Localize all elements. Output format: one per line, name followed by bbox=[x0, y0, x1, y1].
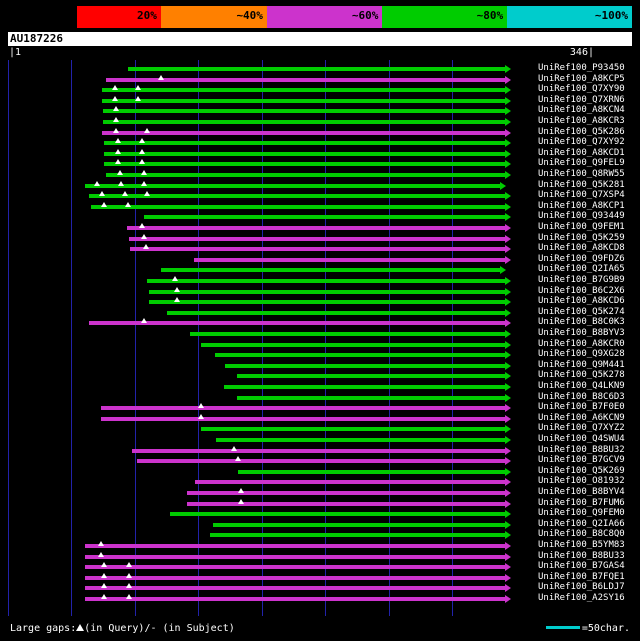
hit-label[interactable]: UniRef100_Q5K281 bbox=[538, 179, 625, 190]
legend-segment-base bbox=[8, 6, 77, 28]
gap-marker-icon bbox=[174, 297, 180, 302]
hit-label[interactable]: UniRef100_Q4SWU4 bbox=[538, 434, 625, 444]
gap-marker-icon bbox=[115, 138, 121, 143]
alignment-arrow-icon bbox=[505, 107, 511, 115]
gap-marker-icon bbox=[118, 181, 124, 186]
alignment-bar[interactable] bbox=[85, 555, 505, 559]
gaps-legend bbox=[10, 622, 235, 636]
alignment-bar[interactable] bbox=[89, 321, 505, 325]
hit-label[interactable]: UniRef100_A8KCD6 bbox=[538, 296, 625, 307]
alignment-bar[interactable] bbox=[167, 311, 505, 315]
hit-label[interactable]: UniRef100_Q7XY92 bbox=[538, 137, 625, 148]
alignment-arrow-icon bbox=[505, 447, 511, 455]
hit-label[interactable]: UniRef100_Q9M441 bbox=[538, 359, 625, 370]
alignment-bar[interactable] bbox=[161, 268, 499, 272]
hit-label[interactable]: UniRef100_Q5K286 bbox=[538, 126, 625, 137]
alignment-bar[interactable] bbox=[127, 226, 505, 230]
gap-marker-icon bbox=[141, 318, 147, 323]
gap-marker-icon bbox=[139, 138, 145, 143]
alignment-arrow-icon bbox=[500, 182, 506, 190]
hit-label[interactable]: UniRef100_Q7XY90 bbox=[538, 84, 625, 95]
alignment-arrow-icon bbox=[505, 510, 511, 518]
alignment-bar[interactable] bbox=[85, 576, 505, 580]
alignment-arrow-icon bbox=[505, 139, 511, 147]
alignment-bar[interactable] bbox=[201, 343, 504, 347]
alignment-arrow-icon bbox=[505, 457, 511, 465]
hit-label[interactable]: UniRef100_B7G9B9 bbox=[538, 275, 625, 285]
alignment-bar[interactable] bbox=[190, 332, 505, 336]
alignment-bar[interactable] bbox=[103, 109, 505, 113]
scale-label: =50char. bbox=[581, 623, 630, 634]
alignment-arrow-icon bbox=[505, 224, 511, 232]
hit-label[interactable]: UniRef100_B8BU33 bbox=[538, 550, 625, 561]
hit-label[interactable]: UniRef100_B7F0E0 bbox=[538, 402, 625, 413]
alignment-bar[interactable] bbox=[132, 449, 505, 453]
alignment-arrow-icon bbox=[505, 489, 511, 497]
hit-label[interactable]: UniRef100_Q2IA66 bbox=[538, 518, 625, 529]
gap-marker-icon bbox=[101, 583, 107, 588]
alignment-arrow-icon bbox=[505, 500, 511, 508]
gap-marker-icon bbox=[174, 287, 180, 292]
legend-label: 20% bbox=[136, 9, 157, 22]
hit-label[interactable]: UniRef100_B7GCV9 bbox=[538, 455, 625, 466]
hit-label[interactable]: UniRef100_A8KCR3 bbox=[538, 116, 625, 126]
hit-label[interactable]: UniRef100_Q5K278 bbox=[538, 370, 625, 381]
hit-label[interactable]: UniRef100_Q5K269 bbox=[538, 465, 625, 476]
gap-marker-icon bbox=[112, 96, 118, 101]
gap-marker-icon bbox=[198, 403, 204, 408]
hit-label[interactable]: UniRef100_B5YM83 bbox=[538, 540, 625, 550]
gap-marker-icon bbox=[98, 541, 104, 546]
hit-label[interactable]: UniRef100_A6KCN9 bbox=[538, 412, 625, 423]
alignment-arrow-icon bbox=[505, 235, 511, 243]
gap-marker-icon bbox=[101, 573, 107, 578]
alignment-bar[interactable] bbox=[102, 131, 505, 135]
scale-bar-icon bbox=[546, 626, 580, 629]
alignment-arrow-icon bbox=[505, 160, 511, 168]
alignment-arrow-icon bbox=[505, 288, 511, 296]
alignment-bar[interactable] bbox=[101, 417, 505, 421]
legend-segment-80 bbox=[382, 6, 507, 28]
hit-label[interactable]: UniRef100_O81932 bbox=[538, 476, 625, 487]
alignment-bar[interactable] bbox=[101, 406, 505, 410]
identity-legend-bar bbox=[8, 6, 632, 28]
alignment-arrow-icon bbox=[505, 531, 511, 539]
alignment-arrow-icon bbox=[505, 171, 511, 179]
legend-segment-100 bbox=[507, 6, 632, 28]
hit-label[interactable]: UniRef100_B7FQE1 bbox=[538, 571, 625, 582]
gap-marker-icon bbox=[113, 106, 119, 111]
alignment-arrow-icon bbox=[505, 404, 511, 412]
alignment-bar[interactable] bbox=[149, 290, 504, 294]
alignment-bar[interactable] bbox=[237, 374, 505, 378]
alignment-bar[interactable] bbox=[85, 586, 505, 590]
alignment-bar[interactable] bbox=[129, 237, 505, 241]
alignment-bar[interactable] bbox=[85, 565, 505, 569]
alignment-arrow-icon bbox=[505, 394, 511, 402]
gap-marker-icon bbox=[101, 562, 107, 567]
footer-legend bbox=[8, 622, 632, 636]
hit-label[interactable]: UniRef100_Q2IA65 bbox=[538, 264, 625, 275]
hit-label[interactable]: UniRef100_Q9FEL9 bbox=[538, 158, 625, 169]
gaps-text-before: Large gaps: bbox=[10, 623, 77, 634]
gap-marker-icon bbox=[99, 191, 105, 196]
alignment-arrow-icon bbox=[505, 341, 511, 349]
legend-label: ~40% bbox=[236, 9, 263, 22]
gap-marker-icon bbox=[112, 85, 118, 90]
hit-label[interactable]: UniRef100_Q7XSP4 bbox=[538, 190, 625, 201]
alignment-arrow-icon bbox=[505, 86, 511, 94]
gap-marker-icon bbox=[101, 594, 107, 599]
alignment-arrow-icon bbox=[505, 425, 511, 433]
gap-marker-icon bbox=[126, 594, 132, 599]
hit-row[interactable] bbox=[8, 594, 632, 605]
gap-marker-icon bbox=[238, 488, 244, 493]
alignment-bar[interactable] bbox=[149, 300, 504, 304]
alignment-bar[interactable] bbox=[104, 162, 505, 166]
hit-label[interactable]: UniRef100_Q93449 bbox=[538, 211, 625, 222]
alignment-arrow-icon bbox=[505, 330, 511, 338]
gap-marker-icon bbox=[135, 96, 141, 101]
alignment-bar[interactable] bbox=[130, 247, 505, 251]
gap-marker-icon bbox=[172, 276, 178, 281]
gap-marker-icon bbox=[98, 552, 104, 557]
ruler-start-label: |1 bbox=[9, 47, 22, 58]
alignment-bar[interactable] bbox=[187, 491, 504, 495]
gap-marker-icon bbox=[94, 181, 100, 186]
alignment-plot-area bbox=[8, 60, 632, 616]
gap-marker-icon bbox=[117, 170, 123, 175]
alignment-bar[interactable] bbox=[224, 385, 505, 389]
alignment-arrow-icon bbox=[505, 256, 511, 264]
gap-marker-icon bbox=[144, 128, 150, 133]
legend-segment-60 bbox=[267, 6, 382, 28]
alignment-arrow-icon bbox=[505, 277, 511, 285]
alignment-bar[interactable] bbox=[147, 279, 504, 283]
alignment-arrow-icon bbox=[505, 118, 511, 126]
alignment-arrow-icon bbox=[505, 97, 511, 105]
hit-label[interactable]: UniRef100_B7GAS4 bbox=[538, 561, 625, 572]
alignment-bar[interactable] bbox=[201, 427, 504, 431]
alignment-bar[interactable] bbox=[215, 353, 505, 357]
alignment-arrow-icon bbox=[505, 436, 511, 444]
legend-label: ~100% bbox=[594, 9, 628, 22]
legend-segment-20 bbox=[77, 6, 161, 28]
alignment-bar[interactable] bbox=[102, 99, 505, 103]
alignment-bar[interactable] bbox=[237, 396, 505, 400]
hit-label[interactable]: UniRef100_A8KCD8 bbox=[538, 243, 625, 254]
alignment-arrow-icon bbox=[505, 213, 511, 221]
alignment-arrow-icon bbox=[505, 319, 511, 327]
alignment-arrow-icon bbox=[505, 478, 511, 486]
alignment-bar[interactable] bbox=[225, 364, 504, 368]
gap-marker-icon bbox=[101, 202, 107, 207]
hit-label[interactable]: UniRef100_A8KCD1 bbox=[538, 147, 625, 158]
gap-marker-icon bbox=[158, 75, 164, 80]
hit-label[interactable]: UniRef100_B7FUM6 bbox=[538, 497, 625, 508]
alignment-arrow-icon bbox=[505, 521, 511, 529]
alignment-arrow-icon bbox=[505, 362, 511, 370]
alignment-bar[interactable] bbox=[170, 512, 505, 516]
hit-label[interactable]: UniRef100_B8C8Q0 bbox=[538, 529, 625, 540]
alignment-arrow-icon bbox=[505, 415, 511, 423]
alignment-arrow-icon bbox=[505, 351, 511, 359]
gap-marker-icon bbox=[113, 117, 119, 122]
hit-label[interactable]: UniRef100_P93450 bbox=[538, 63, 625, 73]
legend-label: ~60% bbox=[351, 9, 379, 22]
gap-marker-icon bbox=[115, 149, 121, 154]
alignment-arrow-icon bbox=[505, 372, 511, 380]
alignment-bar[interactable] bbox=[210, 533, 505, 537]
alignment-bar[interactable] bbox=[104, 152, 505, 156]
alignment-bar[interactable] bbox=[85, 544, 505, 548]
alignment-bar[interactable] bbox=[104, 141, 505, 145]
alignment-bar[interactable] bbox=[106, 78, 505, 82]
alignment-arrow-icon bbox=[505, 574, 511, 582]
gap-marker-icon bbox=[139, 159, 145, 164]
hit-label[interactable]: UniRef100_B8BU32 bbox=[538, 444, 625, 455]
alignment-arrow-icon bbox=[505, 192, 511, 200]
alignment-bar[interactable] bbox=[106, 173, 505, 177]
gap-marker-icon bbox=[144, 191, 150, 196]
hit-label[interactable]: UniRef100_A8KCR0 bbox=[538, 338, 625, 349]
gap-marker-icon bbox=[141, 234, 147, 239]
gap-marker-icon bbox=[141, 181, 147, 186]
hit-label[interactable]: UniRef100_Q9XG28 bbox=[538, 349, 625, 360]
ruler-end-label: 346| bbox=[569, 47, 594, 58]
hit-label[interactable]: UniRef100_B6C2X6 bbox=[538, 285, 625, 296]
hit-label[interactable]: UniRef100_A8KCN4 bbox=[538, 105, 625, 116]
alignment-bar[interactable] bbox=[91, 205, 505, 209]
hit-label[interactable]: UniRef100_Q5K259 bbox=[538, 232, 625, 243]
alignment-arrow-icon bbox=[505, 65, 511, 73]
alignment-arrow-icon bbox=[505, 383, 511, 391]
alignment-arrow-icon bbox=[505, 150, 511, 158]
gap-marker-icon bbox=[143, 244, 149, 249]
gap-marker-icon bbox=[231, 446, 237, 451]
hit-label[interactable]: UniRef100_Q7XRN6 bbox=[538, 94, 625, 105]
alignment-bar[interactable] bbox=[216, 438, 505, 442]
alignment-arrow-icon bbox=[505, 553, 511, 561]
gap-marker-icon bbox=[141, 170, 147, 175]
alignment-arrow-icon bbox=[505, 76, 511, 84]
legend-label: ~80% bbox=[476, 9, 504, 22]
hit-label[interactable]: UniRef100_Q5K274 bbox=[538, 306, 625, 317]
hit-label[interactable]: UniRef100_Q4LKN9 bbox=[538, 381, 625, 391]
alignment-bar[interactable] bbox=[128, 67, 505, 71]
gap-marker-icon bbox=[113, 128, 119, 133]
gap-marker-icon bbox=[139, 223, 145, 228]
alignment-arrow-icon bbox=[505, 129, 511, 137]
gap-marker-icon bbox=[135, 85, 141, 90]
alignment-bar[interactable] bbox=[102, 88, 505, 92]
hit-label[interactable]: UniRef100_B6LDJ7 bbox=[538, 582, 625, 593]
gap-marker-icon bbox=[126, 583, 132, 588]
alignment-bar[interactable] bbox=[103, 120, 505, 124]
gap-marker-icon bbox=[125, 202, 131, 207]
alignment-bar[interactable] bbox=[238, 470, 505, 474]
legend-segment-40 bbox=[161, 6, 267, 28]
hit-label[interactable]: UniRef100_Q9FEM1 bbox=[538, 222, 625, 232]
scale-legend bbox=[546, 622, 630, 636]
gap-marker-icon bbox=[126, 562, 132, 567]
alignment-arrow-icon bbox=[505, 468, 511, 476]
gap-marker-icon bbox=[122, 191, 128, 196]
alignment-bar[interactable] bbox=[89, 194, 505, 198]
gap-marker-icon bbox=[238, 499, 244, 504]
alignment-arrow-icon bbox=[505, 563, 511, 571]
alignment-bar[interactable] bbox=[137, 459, 505, 463]
hit-label[interactable]: UniRef100_A2SY16 bbox=[538, 593, 625, 603]
hit-label[interactable]: UniRef100_Q9FDZ6 bbox=[538, 253, 625, 264]
hit-label[interactable]: UniRef100_B8BYV4 bbox=[538, 487, 625, 497]
alignment-bar[interactable] bbox=[194, 258, 505, 262]
gap-marker-icon bbox=[235, 456, 241, 461]
alignment-bar[interactable] bbox=[85, 597, 505, 601]
alignment-arrow-icon bbox=[505, 203, 511, 211]
gap-marker-icon bbox=[198, 414, 204, 419]
alignment-arrow-icon bbox=[505, 298, 511, 306]
hit-label[interactable]: UniRef100_Q7XYZ2 bbox=[538, 423, 625, 434]
gaps-text-after: (in Query)/- (in Subject) bbox=[84, 623, 235, 634]
hit-label[interactable]: UniRef100_A8KCP1 bbox=[538, 200, 625, 211]
alignment-bar[interactable] bbox=[213, 523, 504, 527]
hit-label[interactable]: UniRef100_B8BYV3 bbox=[538, 328, 625, 338]
alignment-arrow-icon bbox=[505, 245, 511, 253]
alignment-arrow-icon bbox=[505, 542, 511, 550]
query-name-bar bbox=[8, 32, 632, 46]
alignment-arrow-icon bbox=[505, 309, 511, 317]
gap-marker-icon bbox=[126, 573, 132, 578]
hit-label[interactable]: UniRef100_Q8RW55 bbox=[538, 169, 625, 179]
query-ruler bbox=[8, 46, 632, 60]
alignment-bar[interactable] bbox=[187, 502, 504, 506]
hit-label[interactable]: UniRef100_Q9FEM0 bbox=[538, 508, 625, 519]
gap-marker-icon bbox=[139, 149, 145, 154]
alignment-arrow-icon bbox=[505, 595, 511, 603]
alignment-arrow-icon bbox=[505, 584, 511, 592]
query-name-label: AU187226 bbox=[10, 32, 63, 45]
alignment-bar[interactable] bbox=[144, 215, 505, 219]
hit-label[interactable]: UniRef100_A8KCP5 bbox=[538, 73, 625, 84]
hit-label[interactable]: UniRef100_B8C0K3 bbox=[538, 317, 625, 328]
hit-label[interactable]: UniRef100_B8C6D3 bbox=[538, 391, 625, 402]
gap-marker-icon bbox=[115, 159, 121, 164]
alignment-arrow-icon bbox=[500, 266, 506, 274]
alignment-bar[interactable] bbox=[195, 480, 505, 484]
